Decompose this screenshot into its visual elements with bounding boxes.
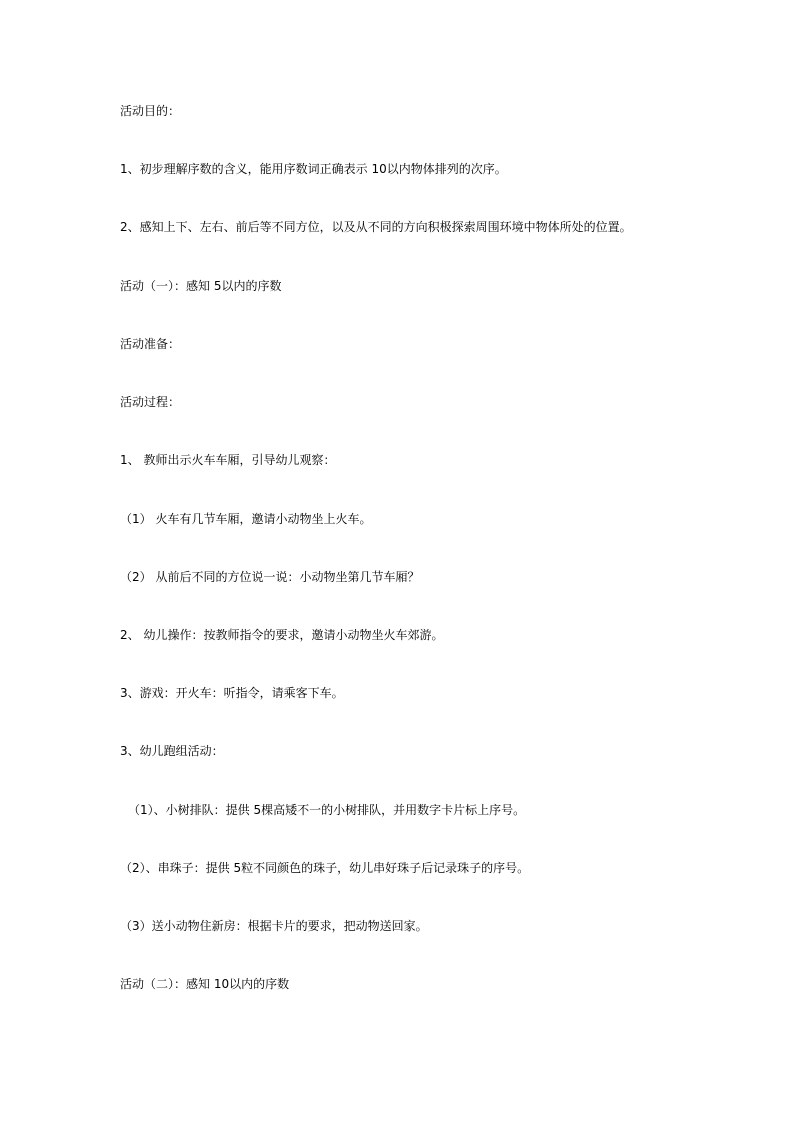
- process-step-2: 2、 幼儿操作：按教师指令的要求，邀请小动物坐火车郊游。: [120, 628, 444, 642]
- group-activity-2: （2）、串珠子：提供 5粒不同颜色的珠子，幼儿串好珠子后记录珠子的序号。: [120, 861, 530, 875]
- heading-activity-two: 活动（二）：感知 10以内的序数: [120, 977, 290, 991]
- process-substep-2: （2） 从前后不同的方位说一说：小动物坐第几节车厢？: [120, 570, 420, 584]
- heading-preparation: 活动准备：: [120, 337, 181, 351]
- process-substep-1: （1） 火车有几节车厢，邀请小动物坐上火车。: [120, 512, 372, 526]
- goal-item-1: 1、初步理解序数的含义，能用序数词正确表示 10以内物体排列的次序。: [120, 162, 507, 176]
- heading-activity-one: 活动（一）：感知 5以内的序数: [120, 279, 282, 293]
- heading-process: 活动过程：: [120, 395, 181, 409]
- goal-item-2: 2、感知上下、左右、前后等不同方位，以及从不同的方向积极探索周围环境中物体所处的位置。: [120, 220, 632, 234]
- group-activity-1: （1）、小树排队：提供 5棵高矮不一的小树排队，并用数字卡片标上序号。: [128, 803, 526, 817]
- heading-activity-goals: 活动目的：: [120, 104, 181, 118]
- group-activity-3: （3）送小动物住新房：根据卡片的要求，把动物送回家。: [120, 919, 428, 933]
- process-step-3-game: 3、游戏：开火车：听指令，请乘客下车。: [120, 686, 344, 700]
- process-step-1: 1、 教师出示火车车厢，引导幼儿观察：: [120, 453, 336, 467]
- process-step-3-groups: 3、幼儿跑组活动：: [120, 744, 224, 758]
